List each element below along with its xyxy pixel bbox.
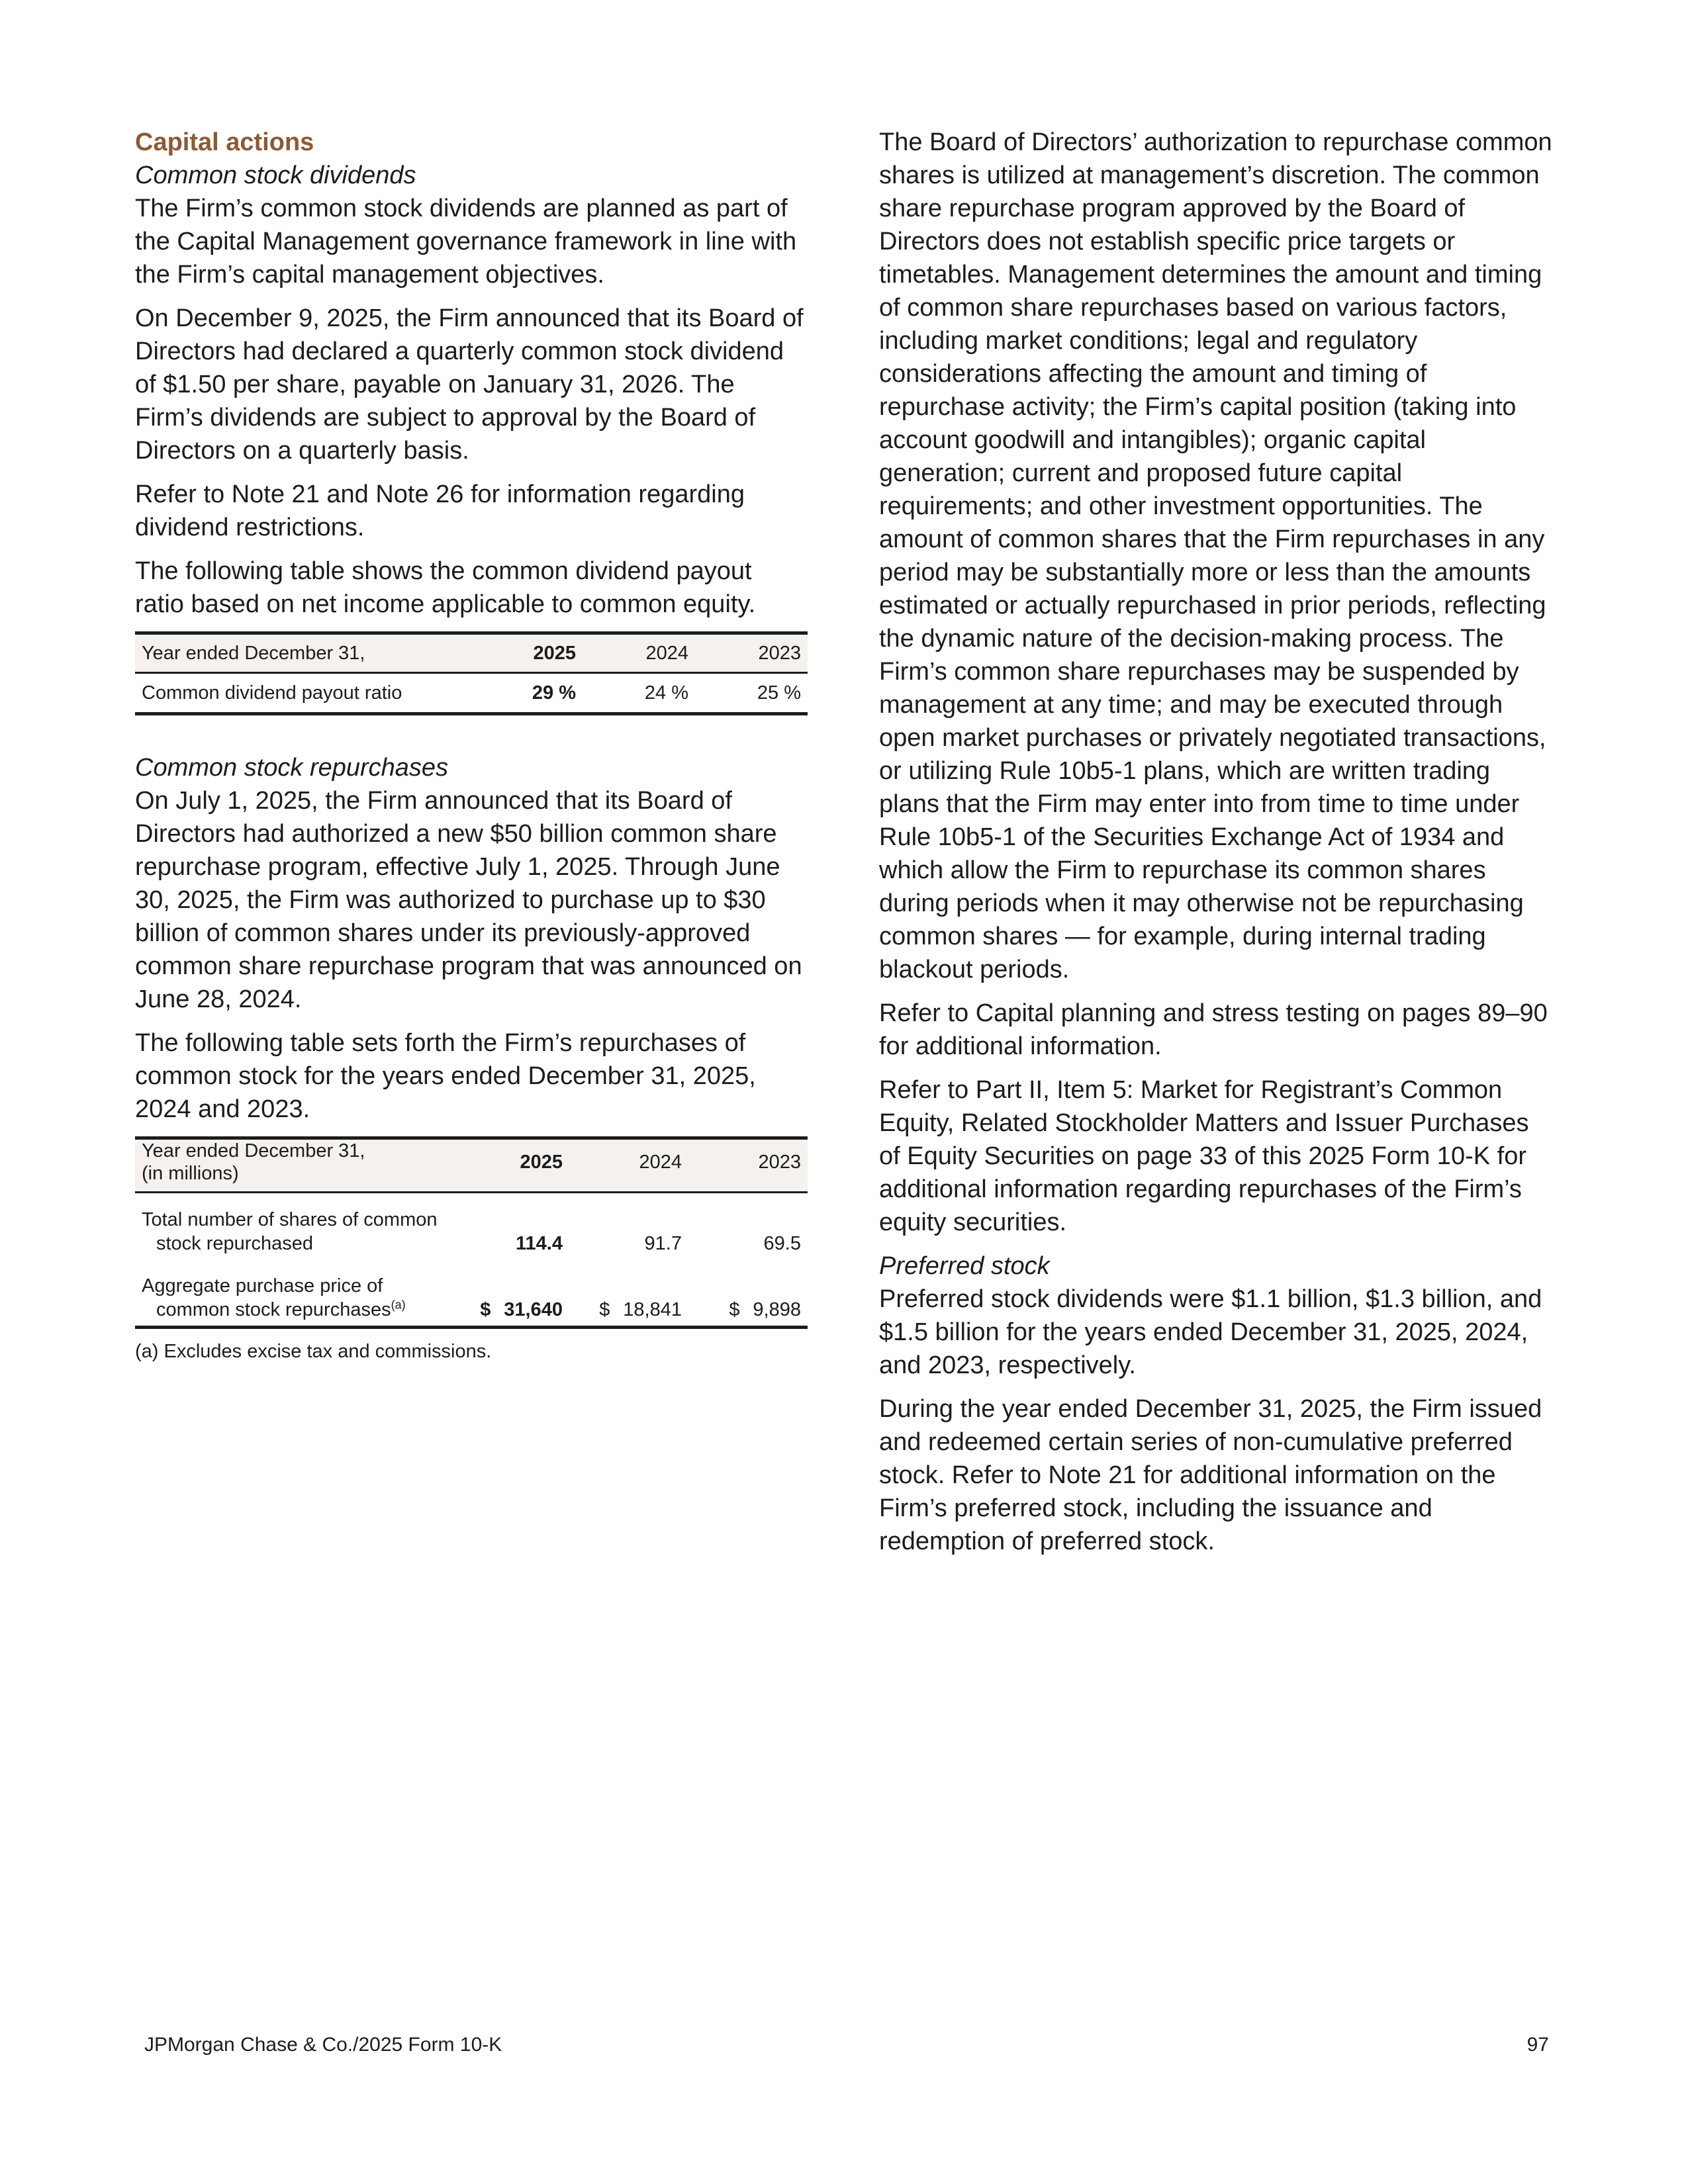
section-heading: Capital actions — [135, 128, 314, 156]
row-label-line-2: common stock repurchases — [156, 1299, 391, 1320]
table-header-2024: 2024 — [639, 1151, 682, 1173]
subheading-repurchases: Common stock repurchases — [135, 754, 449, 782]
header-line-2: (in millions) — [142, 1163, 239, 1184]
table-header-2025: 2025 — [533, 642, 576, 664]
paragraph-dividend-declared: On December 9, 2025, the Firm announced that its Board of Directors had declared a quarterly common stock dividend of $1.50 per share, payable on January 31, 2026. The Firm’s dividends are subject to approval by the Board of Directors on a quarterly basis. — [135, 304, 804, 465]
subheading-preferred: Preferred stock — [879, 1252, 1050, 1280]
paragraph-repurchase-program: On July 1, 2025, the Firm announced that its Board of Directors had authorized a new $50 billion common share repurchase program, effective July 1, 2025. Through June 30, 2025, the Firm was authorized to purchase up to $30 billion of common shares under its previously-approved common share repurchase program that was announced on June 28, 2024. — [135, 787, 802, 1013]
footer-document-title: JPMorgan Chase & Co./2025 Form 10-K — [144, 2034, 502, 2056]
paragraph-capital-planning-ref: Refer to Capital planning and stress testing on pages 89–90 for additional information. — [879, 999, 1548, 1060]
row-label-line-2-wrapper — [142, 1298, 444, 1322]
row-label-line-2: stock repurchased — [156, 1233, 313, 1254]
paragraph-repurchase-table-intro: The following table sets forth the Firm’s repurchases of common stock for the years ended December 31, 2025, 2024 and 2023. — [135, 1029, 756, 1123]
row-label-shares — [135, 1193, 450, 1260]
cell-2024: 91.7 — [644, 1233, 682, 1254]
table-header-2023: 2023 — [758, 1151, 801, 1173]
row-label-line-1: Total number of shares of common — [142, 1209, 438, 1230]
cell-2025: 114.4 — [516, 1233, 563, 1254]
currency-symbol: $ — [480, 1299, 491, 1320]
cell-2023: 25 % — [757, 682, 801, 704]
paragraph-board-authorization: The Board of Directors’ authorization to repurchase common shares is utilized at management’s discretion. The common share repurchase program approved by the Board of Directors does not establish specific price targets or timetables. Management determines the amount and timing of common share repurchases based on various factors, including market conditions; legal and regulatory considerations affecting the amount and timing of repurchase activity; the Firm’s capital position (taking into account goodwill and intangibles); organic capital generation; current and proposed future capital requirements; and other investment opportunities. The amount of common shares that the Firm repurchases in any period may be substantially more or less than the amounts estimated or actually repurchased in prior periods, reflecting the dynamic nature of the decision-making process. The Firm’s common share repurchases may be suspended by management at any time; and may be executed through open market purchases or privately negotiated transactions, or utilizing Rule 10b5-1 plans, which are written trading plans that the Firm may enter into from time to time under Rule 10b5-1 of the Securities Exchange Act of 1934 and which allow the Firm to repurchase its common shares during periods when it may otherwise not be repurchasing common shares — for example, during internal trading blackout periods. — [879, 128, 1552, 983]
currency-symbol: $ — [729, 1299, 740, 1320]
paragraph-dividends-intro: The Firm’s common stock dividends are planned as part of the Capital Management governance framework in line with the Firm’s capital management objectives. — [135, 195, 797, 289]
table-header-2025: 2025 — [520, 1151, 563, 1173]
paragraph-dividend-restrictions: Refer to Note 21 and Note 26 for information regarding dividend restrictions. — [135, 480, 745, 541]
payout-ratio-table — [135, 631, 808, 715]
table-header-label: Year ended December 31, — [142, 642, 365, 664]
row-label: Common dividend payout ratio — [142, 682, 402, 704]
table-row — [135, 1259, 808, 1328]
table-footnote: (a) Excludes excise tax and commissions. — [135, 1341, 492, 1362]
cell-2025 — [450, 1259, 569, 1328]
paragraph-part-ii-ref: Refer to Part II, Item 5: Market for Registrant’s Common Equity, Related Stockholder Matters and Issuer Purchases of Equity Securities on page 33 of this 2025 Form 10-K for additional information regarding repurchases of the Firm’s equity securities. — [879, 1076, 1529, 1236]
cell-2023 — [688, 1259, 808, 1328]
table-header-row — [135, 633, 808, 673]
cell-2025: 29 % — [532, 682, 576, 704]
footnote-marker: (a) — [391, 1298, 406, 1312]
cell-2024 — [569, 1259, 688, 1328]
left-column — [135, 126, 808, 1365]
paragraph-preferred-issuance: During the year ended December 31, 2025, the Firm issued and redeemed certain series of non-cumulative preferred stock. Refer to Note 21 for additional information on the Firm’s preferred stock, including the issuance and redemption of preferred stock. — [879, 1395, 1542, 1555]
paragraph-preferred-dividends: Preferred stock dividends were $1.1 billion, $1.3 billion, and $1.5 billion for the years ended December 31, 2025, 2024, and 2023, respectively. — [879, 1285, 1542, 1379]
table-header-label — [135, 1138, 450, 1193]
right-column — [879, 126, 1554, 1569]
cell-value: 9,898 — [753, 1299, 801, 1320]
cell-value: 31,640 — [504, 1299, 563, 1320]
paragraph-payout-table-intro: The following table shows the common dividend payout ratio based on net income applicable to common equity. — [135, 557, 756, 618]
table-row — [135, 1193, 808, 1260]
row-label-line-1: Aggregate purchase price of — [142, 1275, 383, 1297]
table-header-2024: 2024 — [645, 642, 688, 664]
page-number: 97 — [1526, 2034, 1549, 2056]
currency-symbol: $ — [599, 1299, 610, 1320]
table-row — [135, 673, 808, 714]
row-label-price — [135, 1259, 450, 1328]
cell-2023: 69.5 — [763, 1233, 801, 1254]
table-header-row — [135, 1138, 808, 1193]
header-line-1: Year ended December 31, — [142, 1140, 365, 1161]
subheading-dividends: Common stock dividends — [135, 161, 416, 189]
table-header-2023: 2023 — [758, 642, 801, 664]
cell-2024: 24 % — [644, 682, 688, 704]
repurchases-table — [135, 1136, 808, 1329]
cell-value: 18,841 — [623, 1299, 682, 1320]
